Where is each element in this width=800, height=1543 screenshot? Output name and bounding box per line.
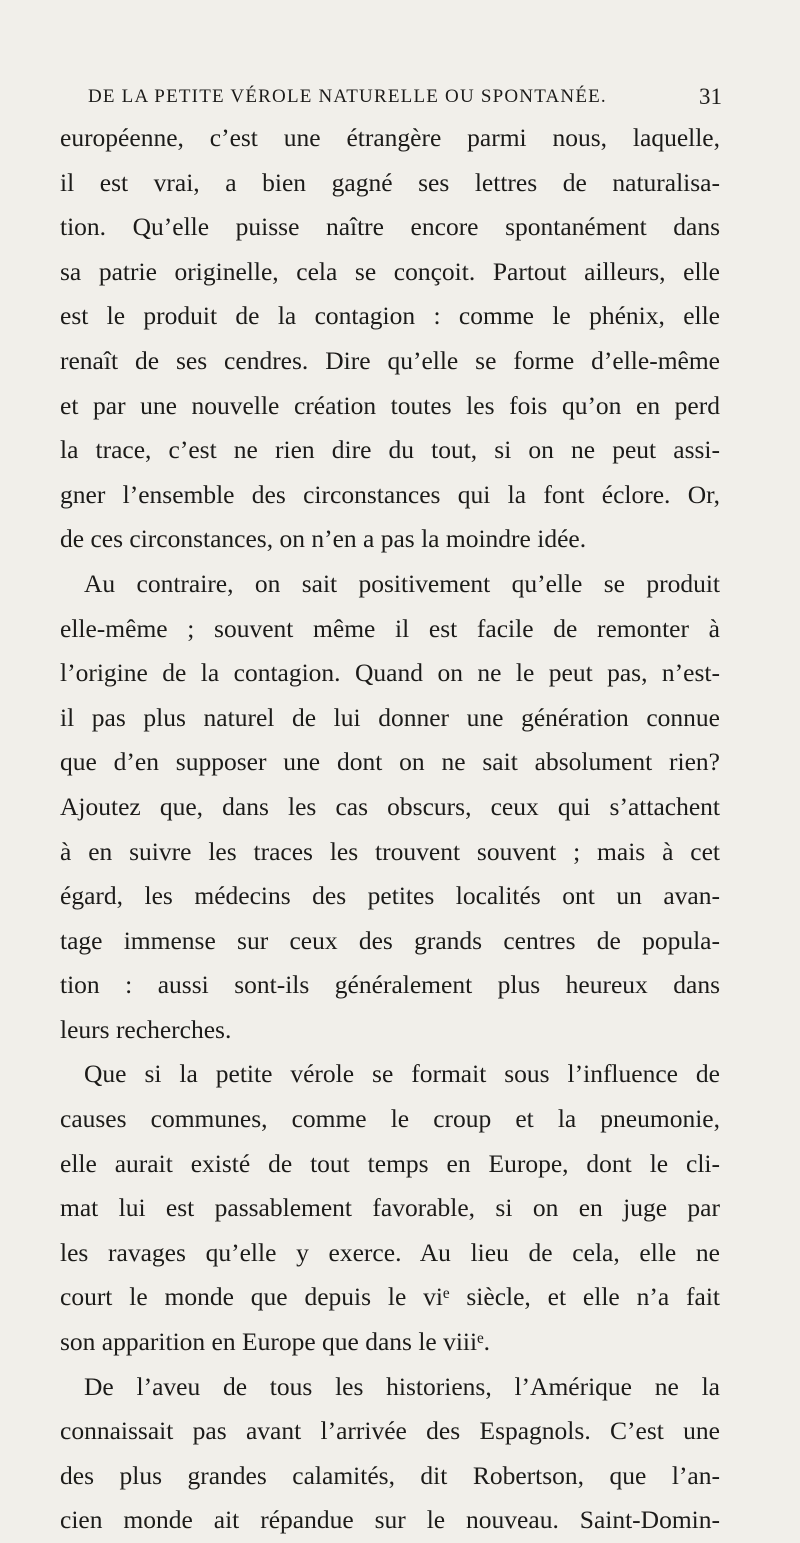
- text-line: causes communes, comme le croup et la pneumonie,: [60, 1104, 720, 1134]
- text-line: des plus grandes calamités, dit Robertson, que l’an-: [60, 1460, 720, 1490]
- text-line: court le monde que depuis le viᵉ siècle, et elle n’a fait: [60, 1282, 720, 1312]
- text-line: renaît de ses cendres. Dire qu’elle se forme d’elle-même: [60, 345, 720, 375]
- text-line: il est vrai, a bien gagné ses lettres de naturalisa-: [60, 167, 720, 197]
- running-title: DE LA PETITE VÉROLE NATURELLE OU SPONTANÉE.: [88, 86, 607, 107]
- text-line: il pas plus naturel de lui donner une génération connue: [60, 702, 720, 732]
- text-line: elle-même ; souvent même il est facile de remonter à: [60, 613, 720, 643]
- text-line: tage immense sur ceux des grands centres de popula-: [60, 925, 720, 955]
- text-line: Ajoutez que, dans les cas obscurs, ceux qui s’attachent: [60, 791, 720, 821]
- text-line: à en suivre les traces les trouvent souvent ; mais à cet: [60, 836, 720, 866]
- text-line: Que si la petite vérole se formait sous l’influence de: [84, 1059, 720, 1089]
- text-line: que d’en supposer une dont on ne sait absolument rien?: [60, 747, 720, 777]
- text-line: cien monde ait répandue sur le nouveau. Saint-Domin-: [60, 1505, 720, 1535]
- text-line: De l’aveu de tous les historiens, l’Amérique ne la: [84, 1371, 720, 1401]
- text-line: tion. Qu’elle puisse naître encore spontanément dans: [60, 212, 720, 242]
- text-line: européenne, c’est une étrangère parmi nous, laquelle,: [60, 123, 720, 152]
- text-line: les ravages qu’elle y exerce. Au lieu de cela, elle ne: [60, 1237, 720, 1267]
- text-line: mat lui est passablement favorable, si on en juge par: [60, 1193, 720, 1223]
- text-line: tion : aussi sont-ils généralement plus heureux dans: [60, 970, 720, 1000]
- text-line: connaissait pas avant l’arrivée des Espagnols. C’est une: [60, 1416, 720, 1446]
- text-line: l’origine de la contagion. Quand on ne le peut pas, n’est-: [60, 658, 720, 688]
- text-line: la trace, c’est ne rien dire du tout, si on ne peut assi-: [60, 435, 720, 465]
- text-line: égard, les médecins des petites localités ont un avan-: [60, 881, 720, 911]
- running-head: [88, 86, 722, 116]
- text-line: est le produit de la contagion : comme le phénix, elle: [60, 301, 720, 331]
- text-line: leurs recherches.: [60, 1014, 232, 1044]
- text-line: Au contraire, on sait positivement qu’elle se produit: [84, 568, 720, 598]
- text-line: son apparition en Europe que dans le viiiᵉ.: [60, 1327, 491, 1357]
- text-line: de ces circonstances, on n’en a pas la moindre idée.: [60, 524, 587, 554]
- text-line: gner l’ensemble des circonstances qui la font éclore. Or,: [60, 479, 720, 509]
- text-line: elle aurait existé de tout temps en Europe, dont le cli-: [60, 1148, 720, 1178]
- text-line: et par une nouvelle création toutes les fois qu’on en perd: [60, 390, 720, 420]
- text-line: sa patrie originelle, cela se conçoit. Partout ailleurs, elle: [60, 256, 720, 286]
- page-number: 31: [699, 84, 722, 109]
- body-text: [60, 116, 720, 1543]
